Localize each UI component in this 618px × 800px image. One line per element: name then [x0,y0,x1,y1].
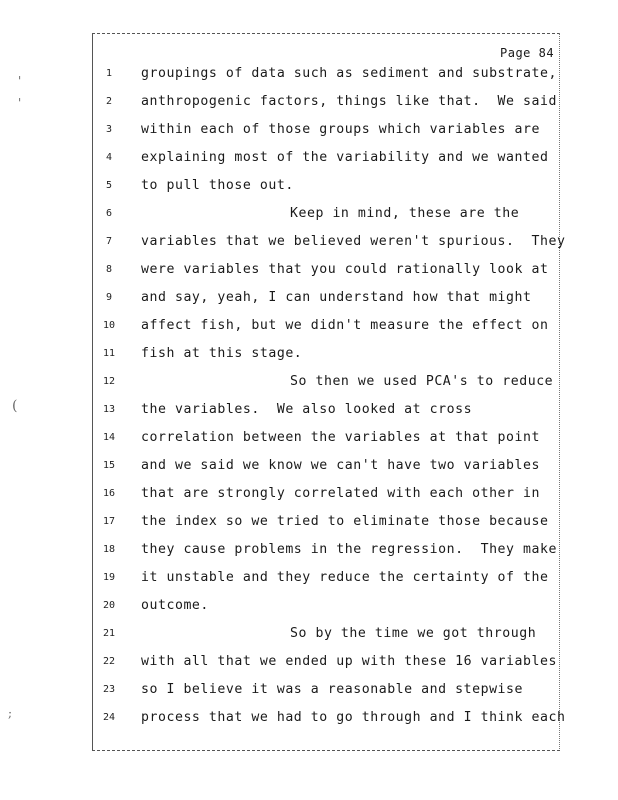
line-text: the index so we tried to eliminate those because [141,514,549,529]
line-text: anthropogenic factors, things like that. We said [141,94,557,109]
line-number: 14 [102,432,116,443]
line-number: 20 [102,600,116,611]
line-number: 18 [102,544,116,555]
line-text: the variables. We also looked at cross [141,402,473,417]
transcript-line [0,204,618,224]
line-text: outcome. [141,598,209,613]
transcript-line [0,92,618,112]
line-text: So then we used PCA's to reduce [290,374,554,389]
line-text: and we said we know we can't have two variables [141,458,541,473]
transcript-line [0,232,618,252]
transcript-line [0,540,618,560]
transcript-line [0,64,618,84]
line-text: it unstable and they reduce the certainty of the [141,570,549,585]
line-text: to pull those out. [141,178,294,193]
line-number: 5 [105,180,113,191]
line-number: 24 [102,712,116,723]
transcript-line [0,120,618,140]
line-text: fish at this stage. [141,346,303,361]
transcript-line [0,400,618,420]
line-number: 2 [105,96,113,107]
line-number: 9 [105,292,113,303]
line-text: process that we had to go through and I think each [141,710,566,725]
line-number: 15 [102,460,116,471]
transcript-line [0,316,618,336]
margin-tick: ' [18,74,22,88]
line-number: 21 [102,628,116,639]
line-number: 8 [105,264,113,275]
page-number: Page 84 [500,46,555,60]
line-number: 11 [102,348,116,359]
line-text: were variables that you could rationally look at [141,262,549,277]
line-number: 19 [102,572,116,583]
line-text: explaining most of the variability and we wanted [141,150,549,165]
transcript-line [0,288,618,308]
transcript-line [0,372,618,392]
line-text: groupings of data such as sediment and substrate, [141,66,557,81]
line-text: variables that we believed weren't spurious. They [141,234,566,249]
line-text: that are strongly correlated with each other in [141,486,541,501]
transcript-line [0,176,618,196]
transcript-line [0,148,618,168]
line-number: 3 [105,124,113,135]
line-number: 6 [105,208,113,219]
line-text: and say, yeah, I can understand how that might [141,290,532,305]
margin-tick: ' [18,96,22,110]
margin-bracket-mark: ( [12,398,18,414]
transcript-line [0,344,618,364]
line-number: 1 [105,68,113,79]
line-text: affect fish, but we didn't measure the effect on [141,318,549,333]
line-number: 12 [102,376,116,387]
line-number: 13 [102,404,116,415]
line-number: 16 [102,488,116,499]
line-number: 4 [105,152,113,163]
transcript-line [0,568,618,588]
transcript-line [0,260,618,280]
transcript-line [0,512,618,532]
line-text: So by the time we got through [290,626,537,641]
line-number: 22 [102,656,116,667]
transcript-line [0,456,618,476]
margin-tick: ; [8,706,13,720]
transcript-line [0,708,618,728]
line-text: so I believe it was a reasonable and stepwise [141,682,524,697]
transcript-line [0,596,618,616]
bottom-rule [92,750,560,751]
line-number: 10 [102,320,116,331]
transcript-line [0,652,618,672]
line-text: correlation between the variables at that point [141,430,541,445]
line-text: within each of those groups which variables are [141,122,541,137]
line-text: with all that we ended up with these 16 variables [141,654,557,669]
transcript-line [0,428,618,448]
line-text: they cause problems in the regression. They make [141,542,557,557]
line-text: Keep in mind, these are the [290,206,520,221]
transcript-line [0,484,618,504]
line-number: 7 [105,236,113,247]
transcript-line [0,624,618,644]
transcript-line [0,680,618,700]
line-number: 17 [102,516,116,527]
line-number: 23 [102,684,116,695]
